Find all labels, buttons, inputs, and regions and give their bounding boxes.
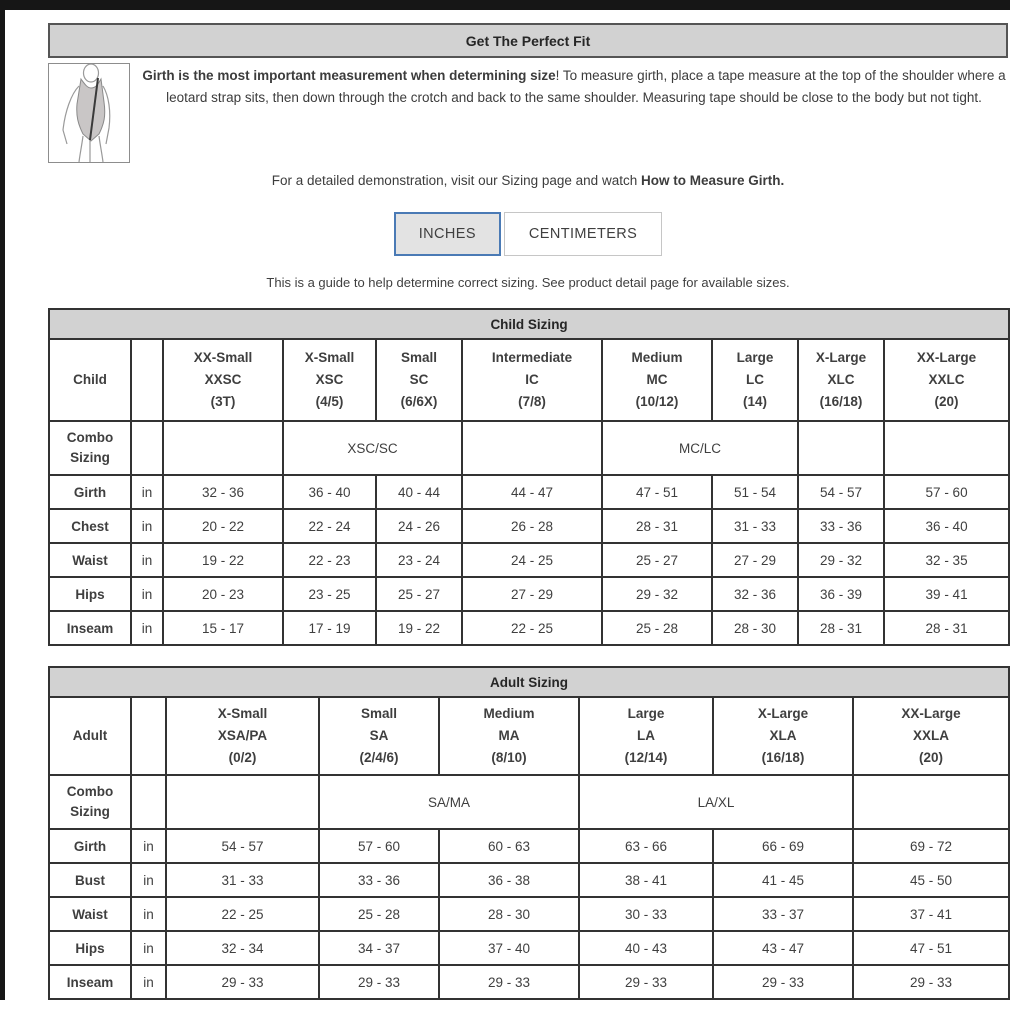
table-cell: 20 - 23 xyxy=(163,577,283,611)
row-label: Waist xyxy=(49,897,131,931)
size-code: LC xyxy=(746,372,764,387)
child-inseam-row xyxy=(49,611,1009,645)
table-cell: 25 - 27 xyxy=(602,543,712,577)
table-cell: 29 - 33 xyxy=(853,965,1009,999)
table-cell: 22 - 25 xyxy=(462,611,602,645)
table-cell: 17 - 19 xyxy=(283,611,376,645)
row-label: Girth xyxy=(49,475,131,509)
unit-toggle-group xyxy=(48,212,1008,256)
unit-cell: in xyxy=(131,863,166,897)
child-combo-row xyxy=(49,421,1009,475)
table-cell: 36 - 40 xyxy=(884,509,1009,543)
size-code: XLA xyxy=(769,728,797,743)
child-chest-row xyxy=(49,509,1009,543)
child-col-xx-small xyxy=(163,339,283,421)
size-code: XXLC xyxy=(928,372,965,387)
unit-cell: in xyxy=(131,897,166,931)
child-waist-row xyxy=(49,543,1009,577)
unit-cell: in xyxy=(131,543,163,577)
size-range: (16/18) xyxy=(761,750,805,765)
row-label: Hips xyxy=(49,577,131,611)
unit-cell: in xyxy=(131,475,163,509)
table-cell: 29 - 33 xyxy=(579,965,713,999)
inches-button[interactable]: INCHES xyxy=(394,212,501,256)
table-cell: 33 - 37 xyxy=(713,897,853,931)
size-name: XX-Large xyxy=(901,706,961,721)
child-col-medium xyxy=(602,339,712,421)
row-label: Girth xyxy=(49,829,131,863)
adult-combo-row xyxy=(49,775,1009,829)
table-cell: 19 - 22 xyxy=(376,611,462,645)
combo-sizing-label: Combo Sizing xyxy=(49,775,131,829)
unit-cell: in xyxy=(131,509,163,543)
table-cell: 57 - 60 xyxy=(884,475,1009,509)
empty-cell xyxy=(131,775,166,829)
unit-cell: in xyxy=(131,611,163,645)
table-cell: 29 - 33 xyxy=(713,965,853,999)
table-cell: 63 - 66 xyxy=(579,829,713,863)
child-col-intermediate xyxy=(462,339,602,421)
size-name: XX-Large xyxy=(916,350,977,365)
child-table-header-row xyxy=(49,339,1009,421)
unit-column-header xyxy=(131,339,163,421)
size-guide-page xyxy=(48,23,1008,1000)
combo-group-cell: MC/LC xyxy=(602,421,798,475)
child-table-title-row xyxy=(49,309,1009,339)
table-cell: 41 - 45 xyxy=(713,863,853,897)
table-cell: 43 - 47 xyxy=(713,931,853,965)
adult-row-header: Adult xyxy=(49,697,131,775)
size-code: IC xyxy=(525,372,539,387)
size-code: XXSC xyxy=(204,372,242,387)
table-cell: 34 - 37 xyxy=(319,931,439,965)
unit-cell: in xyxy=(131,965,166,999)
child-table-title: Child Sizing xyxy=(49,309,1009,339)
size-range: (0/2) xyxy=(228,750,257,765)
row-label: Inseam xyxy=(49,611,131,645)
child-hips-row xyxy=(49,577,1009,611)
table-cell: 32 - 34 xyxy=(166,931,319,965)
child-col-large xyxy=(712,339,798,421)
table-cell: 45 - 50 xyxy=(853,863,1009,897)
table-cell: 54 - 57 xyxy=(166,829,319,863)
table-cell: 57 - 60 xyxy=(319,829,439,863)
size-range: (12/14) xyxy=(624,750,668,765)
table-cell: 51 - 54 xyxy=(712,475,798,509)
size-name: X-Small xyxy=(217,706,268,721)
size-range: (6/6X) xyxy=(400,394,438,409)
adult-inseam-row xyxy=(49,965,1009,999)
adult-col-xx-large xyxy=(853,697,1009,775)
table-cell: 33 - 36 xyxy=(319,863,439,897)
table-cell: 23 - 24 xyxy=(376,543,462,577)
size-range: (20) xyxy=(918,750,943,765)
left-frame-bar xyxy=(0,10,5,1000)
table-cell: 66 - 69 xyxy=(713,829,853,863)
child-col-small xyxy=(376,339,462,421)
table-cell: 36 - 39 xyxy=(798,577,884,611)
table-cell: 29 - 32 xyxy=(798,543,884,577)
unit-cell: in xyxy=(131,577,163,611)
size-range: (8/10) xyxy=(491,750,527,765)
size-code: MC xyxy=(646,372,668,387)
page-title: Get The Perfect Fit xyxy=(48,23,1008,58)
adult-girth-row xyxy=(49,829,1009,863)
unit-column-header xyxy=(131,697,166,775)
table-cell: 31 - 33 xyxy=(166,863,319,897)
adult-table-title-row xyxy=(49,667,1009,697)
table-cell: 19 - 22 xyxy=(163,543,283,577)
girth-instructions-lead: Girth is the most important measurement when determining size xyxy=(142,68,556,83)
table-cell: 38 - 41 xyxy=(579,863,713,897)
size-code: SA xyxy=(369,728,389,743)
adult-sizing-table xyxy=(48,666,1010,1000)
size-range: (7/8) xyxy=(518,394,546,409)
size-range: (20) xyxy=(934,394,959,409)
row-label: Waist xyxy=(49,543,131,577)
intro-section xyxy=(48,63,1008,163)
table-cell: 27 - 29 xyxy=(462,577,602,611)
table-cell: 29 - 33 xyxy=(439,965,579,999)
table-cell: 32 - 35 xyxy=(884,543,1009,577)
combo-sizing-label: Combo Sizing xyxy=(49,421,131,475)
table-cell: 37 - 41 xyxy=(853,897,1009,931)
adult-table-header-row xyxy=(49,697,1009,775)
adult-table-title: Adult Sizing xyxy=(49,667,1009,697)
demo-link-text xyxy=(48,173,1008,188)
combo-group-cell: XSC/SC xyxy=(283,421,462,475)
size-range: (14) xyxy=(742,394,767,409)
table-cell: 36 - 38 xyxy=(439,863,579,897)
combo-group-cell: LA/XL xyxy=(579,775,853,829)
girth-instructions-text xyxy=(142,65,1006,109)
table-cell: 29 - 33 xyxy=(166,965,319,999)
table-cell: 37 - 40 xyxy=(439,931,579,965)
table-cell: 26 - 28 xyxy=(462,509,602,543)
child-col-x-large xyxy=(798,339,884,421)
empty-cell xyxy=(853,775,1009,829)
table-cell: 25 - 28 xyxy=(319,897,439,931)
table-cell: 54 - 57 xyxy=(798,475,884,509)
table-cell: 30 - 33 xyxy=(579,897,713,931)
adult-waist-row xyxy=(49,897,1009,931)
size-name: Large xyxy=(736,350,774,365)
table-cell: 32 - 36 xyxy=(163,475,283,509)
size-name: X-Large xyxy=(815,350,867,365)
adult-col-small xyxy=(319,697,439,775)
size-name: Large xyxy=(627,706,665,721)
table-cell: 22 - 24 xyxy=(283,509,376,543)
size-name: XX-Small xyxy=(193,350,253,365)
size-range: (10/12) xyxy=(635,394,679,409)
adult-bust-row xyxy=(49,863,1009,897)
table-cell: 25 - 27 xyxy=(376,577,462,611)
adult-col-x-small xyxy=(166,697,319,775)
table-cell: 28 - 30 xyxy=(712,611,798,645)
child-col-x-small xyxy=(283,339,376,421)
size-code: XSA/PA xyxy=(217,728,268,743)
top-frame-bar xyxy=(0,0,1010,10)
table-cell: 47 - 51 xyxy=(853,931,1009,965)
demo-prefix-text: For a detailed demonstration, visit our Sizing page and watch xyxy=(271,173,641,188)
table-cell: 44 - 47 xyxy=(462,475,602,509)
row-label: Hips xyxy=(49,931,131,965)
leotard-figure-image xyxy=(48,63,130,163)
table-cell: 32 - 36 xyxy=(712,577,798,611)
empty-cell xyxy=(462,421,602,475)
size-range: (3T) xyxy=(210,394,236,409)
row-label: Chest xyxy=(49,509,131,543)
girth-instructions-body: ! To measure girth, place a tape measure at the top of the shoulder where a leotard strap sits, then down through the crotch and back to the same shoulder. Measuring tape should be close to the body but not tight. xyxy=(166,68,1006,105)
table-cell: 33 - 36 xyxy=(798,509,884,543)
empty-cell xyxy=(798,421,884,475)
sizing-guide-note: This is a guide to help determine correct sizing. See product detail page for available sizes. xyxy=(266,275,790,290)
size-range: (16/18) xyxy=(819,394,863,409)
combo-group-cell: SA/MA xyxy=(319,775,579,829)
table-cell: 40 - 43 xyxy=(579,931,713,965)
child-girth-row xyxy=(49,475,1009,509)
table-cell: 29 - 33 xyxy=(319,965,439,999)
adult-hips-row xyxy=(49,931,1009,965)
size-name: Intermediate xyxy=(491,350,573,365)
table-cell: 28 - 30 xyxy=(439,897,579,931)
table-cell: 22 - 25 xyxy=(166,897,319,931)
table-cell: 27 - 29 xyxy=(712,543,798,577)
table-cell: 24 - 26 xyxy=(376,509,462,543)
size-code: XSC xyxy=(315,372,344,387)
table-cell: 24 - 25 xyxy=(462,543,602,577)
centimeters-button[interactable]: CENTIMETERS xyxy=(504,212,662,256)
adult-col-medium xyxy=(439,697,579,775)
child-col-xx-large xyxy=(884,339,1009,421)
unit-cell: in xyxy=(131,931,166,965)
table-cell: 29 - 32 xyxy=(602,577,712,611)
table-cell: 47 - 51 xyxy=(602,475,712,509)
table-cell: 40 - 44 xyxy=(376,475,462,509)
table-cell: 69 - 72 xyxy=(853,829,1009,863)
empty-cell xyxy=(884,421,1009,475)
empty-cell xyxy=(166,775,319,829)
table-cell: 36 - 40 xyxy=(283,475,376,509)
table-cell: 22 - 23 xyxy=(283,543,376,577)
size-code: XLC xyxy=(827,372,855,387)
row-label: Inseam xyxy=(49,965,131,999)
size-code: LA xyxy=(637,728,655,743)
size-range: (4/5) xyxy=(315,394,344,409)
size-range: (2/4/6) xyxy=(359,750,399,765)
table-cell: 28 - 31 xyxy=(602,509,712,543)
size-name: X-Large xyxy=(757,706,809,721)
child-row-header: Child xyxy=(49,339,131,421)
size-code: MA xyxy=(498,728,520,743)
size-name: Small xyxy=(400,350,438,365)
table-cell: 60 - 63 xyxy=(439,829,579,863)
table-cell: 15 - 17 xyxy=(163,611,283,645)
table-cell: 25 - 28 xyxy=(602,611,712,645)
table-cell: 39 - 41 xyxy=(884,577,1009,611)
size-name: Small xyxy=(360,706,398,721)
adult-col-x-large xyxy=(713,697,853,775)
size-code: SC xyxy=(409,372,429,387)
table-cell: 20 - 22 xyxy=(163,509,283,543)
table-cell: 28 - 31 xyxy=(884,611,1009,645)
size-name: X-Small xyxy=(304,350,355,365)
demo-bold-text: How to Measure Girth. xyxy=(640,173,785,188)
empty-cell xyxy=(163,421,283,475)
child-sizing-table xyxy=(48,308,1010,646)
size-name: Medium xyxy=(631,350,683,365)
row-label: Bust xyxy=(49,863,131,897)
adult-col-large xyxy=(579,697,713,775)
unit-cell: in xyxy=(131,829,166,863)
table-cell: 23 - 25 xyxy=(283,577,376,611)
leotard-girth-diagram xyxy=(49,64,129,162)
empty-cell xyxy=(131,421,163,475)
size-name: Medium xyxy=(483,706,535,721)
table-cell: 28 - 31 xyxy=(798,611,884,645)
size-code: XXLA xyxy=(912,728,949,743)
table-cell: 31 - 33 xyxy=(712,509,798,543)
